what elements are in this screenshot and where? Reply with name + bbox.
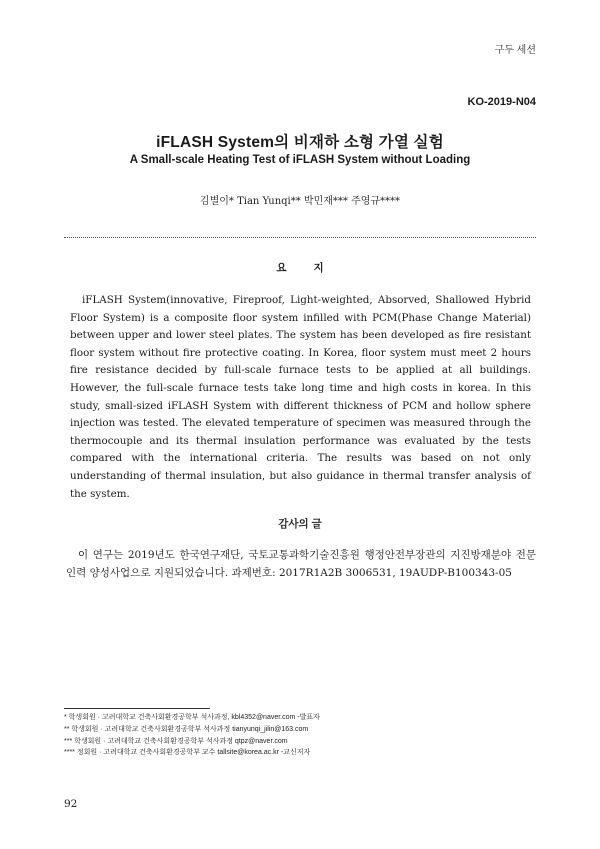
abstract-body: iFLASH System(innovative, Fireproof, Light-weighted, Absorved, Shallowed Hybrid Floor System) is a composite floor system infilled with PCM(Phase Change Material) between upper and lower steel plates. The system has been developed as fire resistant floor system without fire protective coating. In Korea, floor system must meet 2 hours fire resistance decided by full-scale furnace tests to be applied at all buildings. However, the full-scale furnace tests take long time and high costs in korea. In this study, small-sized iFLASH System with different thickness of PCM and hollow sphere injection was tested. The elevated temperature of specimen was measured through the thermocouple and its thermal insulation performance was evaluated by the tests compared with the international criteria. The results was based on not only understanding of thermal insulation, but also guidance in thermal transfer analysis of the system. — [70, 294, 531, 500]
footnote-item: ** 학생회원 · 고려대학교 건축사회환경공학부 석사과정 tianyunqi_jilin@163.com — [64, 725, 309, 733]
footnote-list — [64, 712, 320, 759]
footnote-item: * 학생회원 · 고려대학교 건축사회환경공학부 석사과정, kbl4352@naver.com -발표자 — [64, 714, 320, 721]
title-korean: iFLASH System의 비재하 소형 가열 실험 — [156, 134, 444, 151]
authors-line: 김별이* Tian Yunqi** 박민재*** 주영규**** — [199, 196, 401, 207]
footnote-item: **** 정회원 · 고려대학교 건축사회환경공학부 교수 tallsite@korea.ac.kr -교신저자 — [64, 749, 311, 757]
page-number: 92 — [64, 798, 78, 810]
footnote-rule — [64, 708, 210, 709]
paper-code: KO-2019-N04 — [467, 96, 536, 108]
acknowledgement-heading: 감사의 글 — [278, 518, 322, 530]
title-english: A Small-scale Heating Test of iFLASH System without Loading — [129, 154, 471, 166]
abstract-heading: 요 지 — [276, 262, 336, 274]
session-label: 구두 세션 — [494, 45, 536, 56]
footnote-item: *** 학생회원 · 고려대학교 건축사회환경공학부 석사과정 qtpz@naver.com — [64, 737, 288, 745]
section-divider — [64, 237, 536, 238]
acknowledgement-body: 이 연구는 2019년도 한국연구재단, 국토교통과학기술진흥원 행정안전부장관의 지진방재분야 전문인력 양성사업으로 지원되었습니다. 과제번호: 2017R1A2B 3006531, 19AUDP-B100343-05 — [66, 549, 536, 579]
